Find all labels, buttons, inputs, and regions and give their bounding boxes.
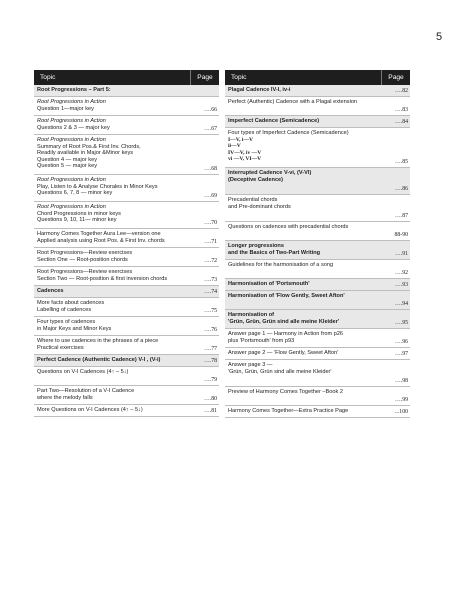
toc-entry-title [34,202,191,228]
toc-entry-page: ….93 [394,282,408,288]
toc-entry-page: ….68 [203,166,217,172]
toc-entry-line: Precadential chords [228,197,278,203]
toc-entry-title [34,405,191,416]
toc-entry-line: Root Progressions in Action [37,118,106,124]
toc-entry-page: ….78 [203,358,217,364]
toc-entry[interactable] [34,405,219,417]
toc-entry-line: Guidelines for the harmonisation of a song [228,262,334,268]
toc-entry-line: Imperfect Cadence (Semicadence) [228,118,320,124]
toc-entry-title [34,267,191,285]
toc-entry-line: Four types of cadences [37,319,96,325]
toc-entry-line: Harmonisation of [228,312,274,318]
toc-entry-line: Preview of Harmony Comes Together –Book 2 [228,389,343,395]
toc-entry-title [34,317,191,335]
header-page: Page [381,70,410,85]
toc-entry[interactable] [34,116,219,135]
column-header [34,70,219,85]
toc-entry-title [225,260,382,278]
toc-entry-line: Summary of Root Pos.& First Inv. Chords, [37,143,141,150]
toc-entry-line: vi —V, VI—V [228,156,262,162]
toc-entry-line: 'Grün, Grün, Grün sind alle meine Kleider' [228,318,340,325]
toc-entry[interactable] [34,367,219,386]
toc-entry-line: Root Progressions in Action [37,99,106,105]
toc-entry-line: Practical exercises [37,344,84,351]
toc-entry-page: ….77 [203,346,217,352]
toc-entry-title [34,175,191,201]
toc-entry-line: Interrupted Cadence V-vi, (V-VI) [228,170,312,176]
toc-entry-page: ...100 [394,409,408,415]
toc-entry-line: Answer page 3 — [228,362,273,368]
toc-entry[interactable] [225,97,410,116]
toc-entry[interactable] [34,248,219,267]
toc-entry-page: ….74 [203,289,217,295]
header-topic: Topic [231,74,247,81]
toc-entry-page: ….80 [203,396,217,402]
toc-entry-line: Harmonisation of 'Portsmouth' [228,281,310,287]
toc-entry-line: Root Progressions—Review exercises [37,250,133,256]
toc-entry[interactable] [34,386,219,405]
toc-entry[interactable] [34,317,219,336]
toc-entry[interactable] [34,229,219,248]
toc-entry-title [34,355,191,366]
toc-entry-title [225,222,382,240]
toc-entry-title [34,97,191,115]
toc-entry-title [34,286,191,297]
toc-entry-line: Question 1—major key [37,105,94,112]
toc-entry-page: ….95 [394,320,408,326]
toc-entry-line: Questions 9, 10, 11— minor key [37,217,117,223]
toc-entry-page: ….94 [394,301,408,307]
toc-entry-title [34,85,191,96]
toc-entry-line: Question 5 — major key [37,163,98,169]
toc-entry-page: ….72 [203,258,217,264]
toc-entry-line: More Questions on V-I Cadences (4↑ – 5↓) [37,407,143,413]
toc-entry-line: Root Progressions in Action [37,137,106,143]
toc-entry-title [225,168,382,194]
toc-entry-title [225,329,382,347]
toc-entry[interactable] [34,175,219,202]
toc-entry[interactable] [34,336,219,355]
header-topic: Topic [40,74,56,81]
toc-entry-line: in Major Keys and Minor Keys [37,325,112,332]
toc-entry-page [191,85,219,96]
toc-entry-line: Answer page 1 — Harmony in Action from p26 [228,331,344,337]
toc-entry[interactable] [34,85,219,97]
toc-entry-page: ….87 [394,213,408,219]
toc-entry-page: ….73 [203,277,217,283]
toc-entry-line: ii—V [228,143,241,149]
toc-entry[interactable] [34,286,219,298]
toc-entry-line: Chord Progressions in minor keys [37,210,121,217]
toc-entry-title [225,128,382,167]
toc-entry-line: 'Grün, Grün, Grün sind alle meine Kleider' [228,368,332,375]
header-page: Page [190,70,219,85]
toc-entry-page: ….92 [394,270,408,276]
toc-right-column [225,70,410,418]
toc-entry-line: Labelling of cadences [37,306,92,313]
toc-entry-page: ….66 [203,107,217,113]
toc-entry-line: plus 'Portsmouth' from p93 [228,337,295,344]
toc-entry-title [34,367,191,385]
toc-entry-line: Perfect (Authentic) Cadence with a Plagal extension [228,99,358,105]
toc-entry-title [225,279,382,290]
toc-entry-page: ….76 [203,327,217,333]
toc-entry[interactable] [225,128,410,168]
toc-entry-line: Questions on V-I Cadences (4↑ – 5↓) [37,369,129,375]
toc-entry[interactable] [34,97,219,116]
toc-entry-line: Harmony Comes Together—Extra Practice Page [228,408,349,414]
toc-entry-line: Questions on cadences with precadential chords [228,224,349,230]
toc-entry-title [34,135,191,174]
toc-entry-title [225,195,382,221]
toc-entry-line: Plagal Cadence IV-I, iv-i [228,87,291,93]
toc-entry-line: Section One — Root-position chords [37,256,128,263]
toc-entry-page: ….67 [203,126,217,132]
toc-entry[interactable] [34,135,219,175]
toc-entry[interactable] [225,116,410,128]
toc-entry[interactable] [225,360,410,387]
toc-entry[interactable] [225,329,410,348]
toc-entry[interactable] [34,298,219,317]
toc-entry-title [34,386,191,404]
toc-entry-line: Four types of Imperfect Cadence (Semicadence) [228,130,349,136]
toc-entry-title [225,406,382,417]
toc-entry[interactable] [34,355,219,367]
toc-entry-title [225,310,382,328]
toc-entry-title [225,387,382,405]
toc-entry[interactable] [225,85,410,97]
toc-entry[interactable] [225,310,410,329]
toc-entry-page: ….84 [394,119,408,125]
toc-entry-page: ….85 [394,159,408,165]
toc-entry-title [225,241,382,259]
toc-entry-title [34,116,191,134]
toc-entry-line: Harmony Comes Together Aura Lee—version one [37,231,161,237]
toc-entry-title [225,348,382,359]
toc-entry[interactable] [34,267,219,286]
toc-entry-title [225,116,382,127]
toc-entry-title [34,248,191,266]
toc-entry-line: Part Two—Resolution of a V-I Cadence [37,388,135,394]
toc-entry-title [225,85,382,96]
toc-entry-page: ….98 [394,378,408,384]
toc-entry-title [225,291,382,309]
toc-entry[interactable] [225,387,410,406]
toc-entry-line: Root Progressions – Part 5: [37,87,111,93]
toc-entry-page: ….69 [203,193,217,199]
toc-entry-page: ….71 [203,239,217,245]
toc-entry-line: Root Progressions in Action [37,204,106,210]
toc-entry-line: IV—V, iv —V [228,149,262,156]
toc-entry-line: Play, Listen to & Analyse Chorales in Minor Keys [37,183,158,190]
toc-entry-page: 88-90 [394,232,408,238]
toc-entry-page: ….75 [203,308,217,314]
toc-entry-line: Answer page 2 — 'Flow Gently, Sweet Afton' [228,350,339,356]
toc-entry-title [34,336,191,354]
toc-entry[interactable] [225,348,410,360]
toc-entry-line: Longer progressions [228,243,284,249]
table-of-contents [34,70,410,418]
toc-entry-page: ….91 [394,251,408,257]
toc-entry-line: (Deceptive Cadence) [228,176,284,183]
toc-entry-line: and Pre-dominant chords [228,203,291,210]
toc-entry[interactable] [225,291,410,310]
toc-entry-title [34,298,191,316]
toc-entry-page: ….82 [394,88,408,94]
toc-entry-line: Questions 2 & 3 — major key [37,124,110,131]
toc-entry-line: Cadences [37,288,64,294]
toc-entry-page: ….79 [203,377,217,383]
column-header [225,70,410,85]
toc-entry-line: Questions 6, 7, 8 — minor key [37,190,113,196]
toc-entry-title [225,97,382,115]
toc-entry-line: Harmonisation of 'Flow Gently, Sweet Afton' [228,293,345,299]
toc-entry-page: ….97 [394,351,408,357]
toc-entry[interactable] [225,222,410,241]
toc-entry[interactable] [225,241,410,260]
toc-entry[interactable] [225,406,410,418]
toc-entry-line: Perfect Cadence (Authentic Cadence) V-I , (V-i) [37,357,161,363]
toc-entry-page: ….99 [394,397,408,403]
toc-entry-page: ….86 [394,186,408,192]
toc-entry[interactable] [225,195,410,222]
toc-entry-line: and the Basics of Two-Part Writing [228,249,321,256]
toc-entry-title [225,360,382,386]
toc-left-column [34,70,219,418]
toc-entry-line: More facts about cadences [37,300,105,306]
toc-entry[interactable] [225,279,410,291]
page-number: 5 [436,31,443,43]
toc-entry-page: ….70 [203,220,217,226]
toc-entry-line: Question 4 — major key [37,156,98,163]
toc-entry-line: Section Two — Root-position & first inversion chords [37,275,168,282]
toc-entry[interactable] [34,202,219,229]
toc-entry-page: ….96 [394,339,408,345]
toc-entry-line: Where to use cadences in the phrases of a piece [37,338,159,344]
toc-entry-title [34,229,191,247]
toc-entry-line: Applied analysis using Root Pos. & First Inv. chords [37,237,165,244]
toc-entry-line: I—V, i—V [228,136,254,143]
toc-entry-page: ….83 [394,107,408,113]
toc-entry-line: Root Progressions—Review exercises [37,269,133,275]
toc-entry[interactable] [225,260,410,279]
toc-entry-line: where the melody falls [37,394,93,401]
toc-entry-line: Readily available in Major &Minor keys [37,150,134,156]
toc-entry-page: ….81 [203,408,217,414]
toc-entry[interactable] [225,168,410,195]
toc-entry-line: Root Progressions in Action [37,177,106,183]
